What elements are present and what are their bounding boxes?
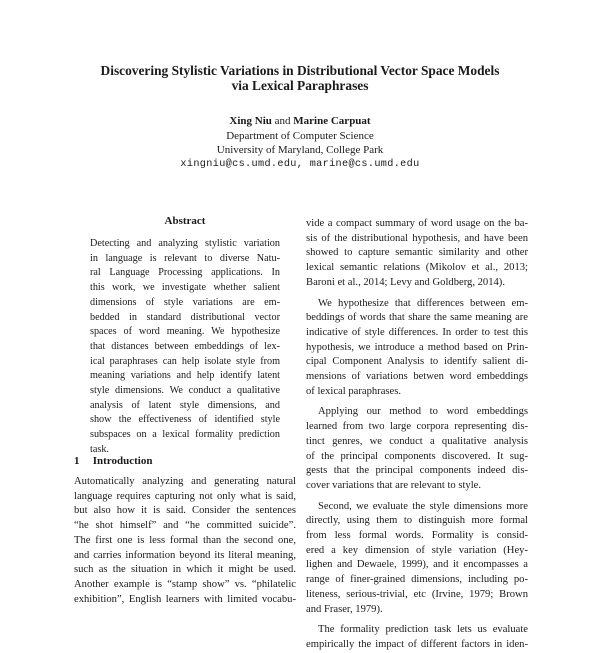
text-line: of lexical paraphrases. [306,385,402,397]
paragraph [306,623,528,652]
text-line: spaces of word meaning. We hypothesize [90,326,280,338]
text-line: hypothesis, we introduce a method based on Prin- [306,341,528,353]
paragraph [306,217,528,291]
text-line: in language is relevant to diverse Natu- [90,252,280,264]
text-line: vide a compact summary of word usage on the ba- [306,218,528,229]
author-block [40,114,560,172]
right-column-body [306,217,528,653]
text-line: task. [90,443,109,455]
text-line: subspaces on a lexical formality prediction [90,429,280,441]
author-names [40,114,560,129]
text-line: tinct genres, we conduct a qualitative analysis [306,435,528,447]
title-line: via Lexical Paraphrases [231,78,369,93]
section-heading [74,455,296,467]
text-line: The first one is less formal than the second one, [74,534,296,546]
text-line: bedded in standard distributional vector [90,311,280,323]
text-line: cipal Component Analysis to identify salient di- [306,356,528,368]
text-line: of the principal components discovered. It sug- [306,450,528,462]
text-line: sis of the distributional hypothesis, and have been [306,232,528,244]
text-line: style dimensions. We conduct a qualitative [90,385,280,397]
department: Department of Computer Science [226,129,374,142]
paragraph [306,405,528,493]
text-line: Baroni et al., 2014; Levy and Goldberg, 2014). [306,276,505,288]
text-line: dimensions of style variations are em- [90,296,280,308]
text-line: “he shot himself” and “he committed suicide”. [74,520,296,532]
text-line: liteness, serious-trivial, etc (Irvine, 1979; Brown [306,588,528,600]
text-line: ered a key dimension of style variation (Hey- [306,544,528,556]
text-line: ical paraphrases can help isolate style from [90,355,280,367]
author-emails: xingniu@cs.umd.edu, marine@cs.umd.edu [180,158,420,170]
text-line: exhibition”, English learners with limited vocabu- [74,593,296,605]
text-line: learned from two large corpora representing dis- [306,421,528,433]
text-line: empirically the impact of different factors in iden- [306,638,528,650]
text-line: and Fraser, 1979). [306,603,383,615]
text-line: from less formal words. Formality is consid- [306,530,528,542]
text-line: gests that the principal components indeed dis- [306,465,528,477]
text-line: analysis of latent style dimensions, and [90,399,280,411]
text-line: mensions of variations betwen word embeddings [306,371,528,383]
introduction-body [74,475,296,607]
abstract-heading: Abstract [164,215,206,227]
text-line: range of finer-grained dimensions, including po- [306,574,528,586]
text-line: show the effectiveness of identified style [90,414,280,426]
text-line: this work, we investigate whether salient [90,282,280,294]
author-name: Xing Niu [229,115,272,127]
text-line: The formality prediction task lets us evaluate [318,624,528,636]
text-line: lexical semantic relations (Mikolov et al., 2013; [306,262,528,274]
title-line: Discovering Stylistic Variations in Distributional Vector Space Models [100,63,500,78]
author-name: Marine Carpuat [293,115,371,127]
text-line: but also how it is said. Consider the sentences [74,505,296,517]
text-line: Another example is “stamp show” vs. “philatelic [74,578,296,590]
text-line: directly, using them to distinguish more formal [306,515,528,527]
text-line: ral Language Processing applications. In [90,267,280,279]
text-line: cover variations that are relevant to style. [306,479,482,491]
text-line: Second, we evaluate the style dimensions more [318,500,528,512]
text-line: indicative of style differences. In order to test this [306,326,528,338]
text-line: lighen and Dewaele, 1999), and it encompasses a [306,559,528,571]
text-line: and carries information beyond its literal meaning, [74,549,296,561]
section-title: Introduction [92,455,153,467]
university: University of Maryland, College Park [216,144,384,156]
section-number: 1 [74,455,80,467]
text-line: such as the situation in which it might be used. [74,564,296,576]
text-line: Automatically analyzing and generating natural [74,476,296,487]
paper-title [40,63,560,93]
abstract-body [90,237,280,458]
text-line: beddings of words that share the same meaning are [306,312,528,324]
text-line: Applying our method to word embeddings [318,406,528,418]
text-line: Detecting and analyzing stylistic variation [90,238,280,249]
text-line: that distances between embeddings of lex- [90,340,280,352]
author-conjunction: and [274,115,291,127]
text-line: language requires capturing not only what is said, [74,490,296,502]
paragraph [306,297,528,400]
text-line: showed to capture semantic similarity and other [306,247,528,259]
text-line: meaning variations and help identify latent [90,370,280,382]
text-line: We hypothesize that differences between em- [318,297,528,309]
